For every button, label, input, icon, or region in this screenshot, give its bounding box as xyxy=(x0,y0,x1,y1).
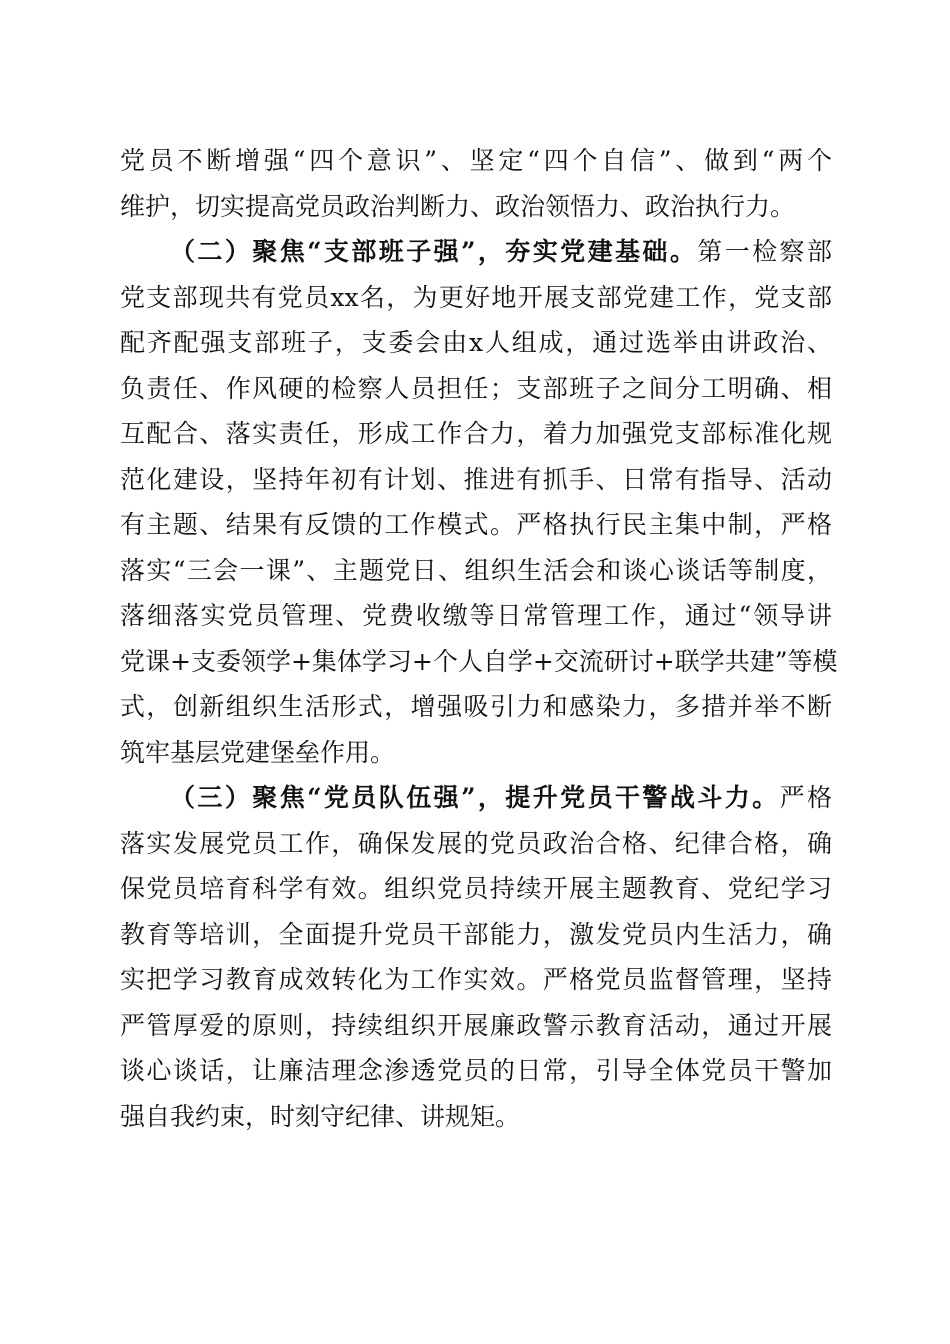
text-span: 严格 xyxy=(779,783,832,812)
text-line: 党员不断增强“四个意识”、坚定“四个自信”、做到“两个 xyxy=(120,146,832,175)
text-line: 配齐配强支部班子，支委会由x人组成，通过选举由讲政治、 xyxy=(120,328,832,357)
text-line: 强自我约束，时刻守纪律、讲规矩。 xyxy=(120,1101,521,1131)
text-line: 互配合、落实责任，形成工作合力，着力加强党支部标准化规 xyxy=(120,419,832,448)
text-line: 谈心谈话，让廉洁理念渗透党员的日常，引导全体党员干警加 xyxy=(120,1056,832,1085)
text-line: 严管厚爱的原则，持续组织开展廉政警示教育活动，通过开展 xyxy=(120,1010,832,1040)
text-line: 筑牢基层党建堡垒作用。 xyxy=(120,737,396,767)
text-line: 实把学习教育成效转化为工作实效。严格党员监督管理，坚持 xyxy=(120,965,832,994)
text-line: 党课+支委领学+集体学习+个人自学+交流研讨+联学共建”等模 xyxy=(120,646,838,676)
paragraph-3 xyxy=(120,775,832,1139)
text-line: 党支部现共有党员xx名，为更好地开展支部党建工作，党支部 xyxy=(120,282,832,312)
text-line: 落实“三会一课”、主题党日、组织生活会和谈心谈话等制度， xyxy=(120,555,832,585)
text-line: 有主题、结果有反馈的工作模式。严格执行民主集中制，严格 xyxy=(120,510,832,539)
paragraph-2 xyxy=(120,229,838,775)
text-line: 负责任、作风硬的检察人员担任；支部班子之间分工明确、相 xyxy=(120,373,832,403)
section-heading: （二）聚焦“支部班子强”，夯实党建基础。 xyxy=(170,237,698,266)
text-line: 范化建设，坚持年初有计划、推进有抓手、日常有指导、活动 xyxy=(120,464,832,494)
text-line: 维护，切实提高党员政治判断力、政治领悟力、政治执行力。 xyxy=(120,191,796,221)
paragraph-first-line xyxy=(120,229,832,275)
text-line: 式，创新组织生活形式，增强吸引力和感染力，多措并举不断 xyxy=(120,692,832,721)
text-line: 落细落实党员管理、党费收缴等日常管理工作，通过“领导讲 xyxy=(120,601,832,630)
paragraph-1 xyxy=(120,138,832,229)
document-page xyxy=(120,138,838,1139)
section-heading: （三）聚焦“党员队伍强”，提升党员干警战斗力。 xyxy=(170,783,780,812)
text-line: 保党员培育科学有效。组织党员持续开展主题教育、党纪学习 xyxy=(120,874,832,903)
text-line: 教育等培训，全面提升党员干部能力，激发党员内生活力，确 xyxy=(120,919,832,949)
text-span: 第一检察部 xyxy=(697,237,832,266)
paragraph-first-line xyxy=(120,775,832,821)
text-line: 落实发展党员工作，确保发展的党员政治合格、纪律合格，确 xyxy=(120,828,832,858)
